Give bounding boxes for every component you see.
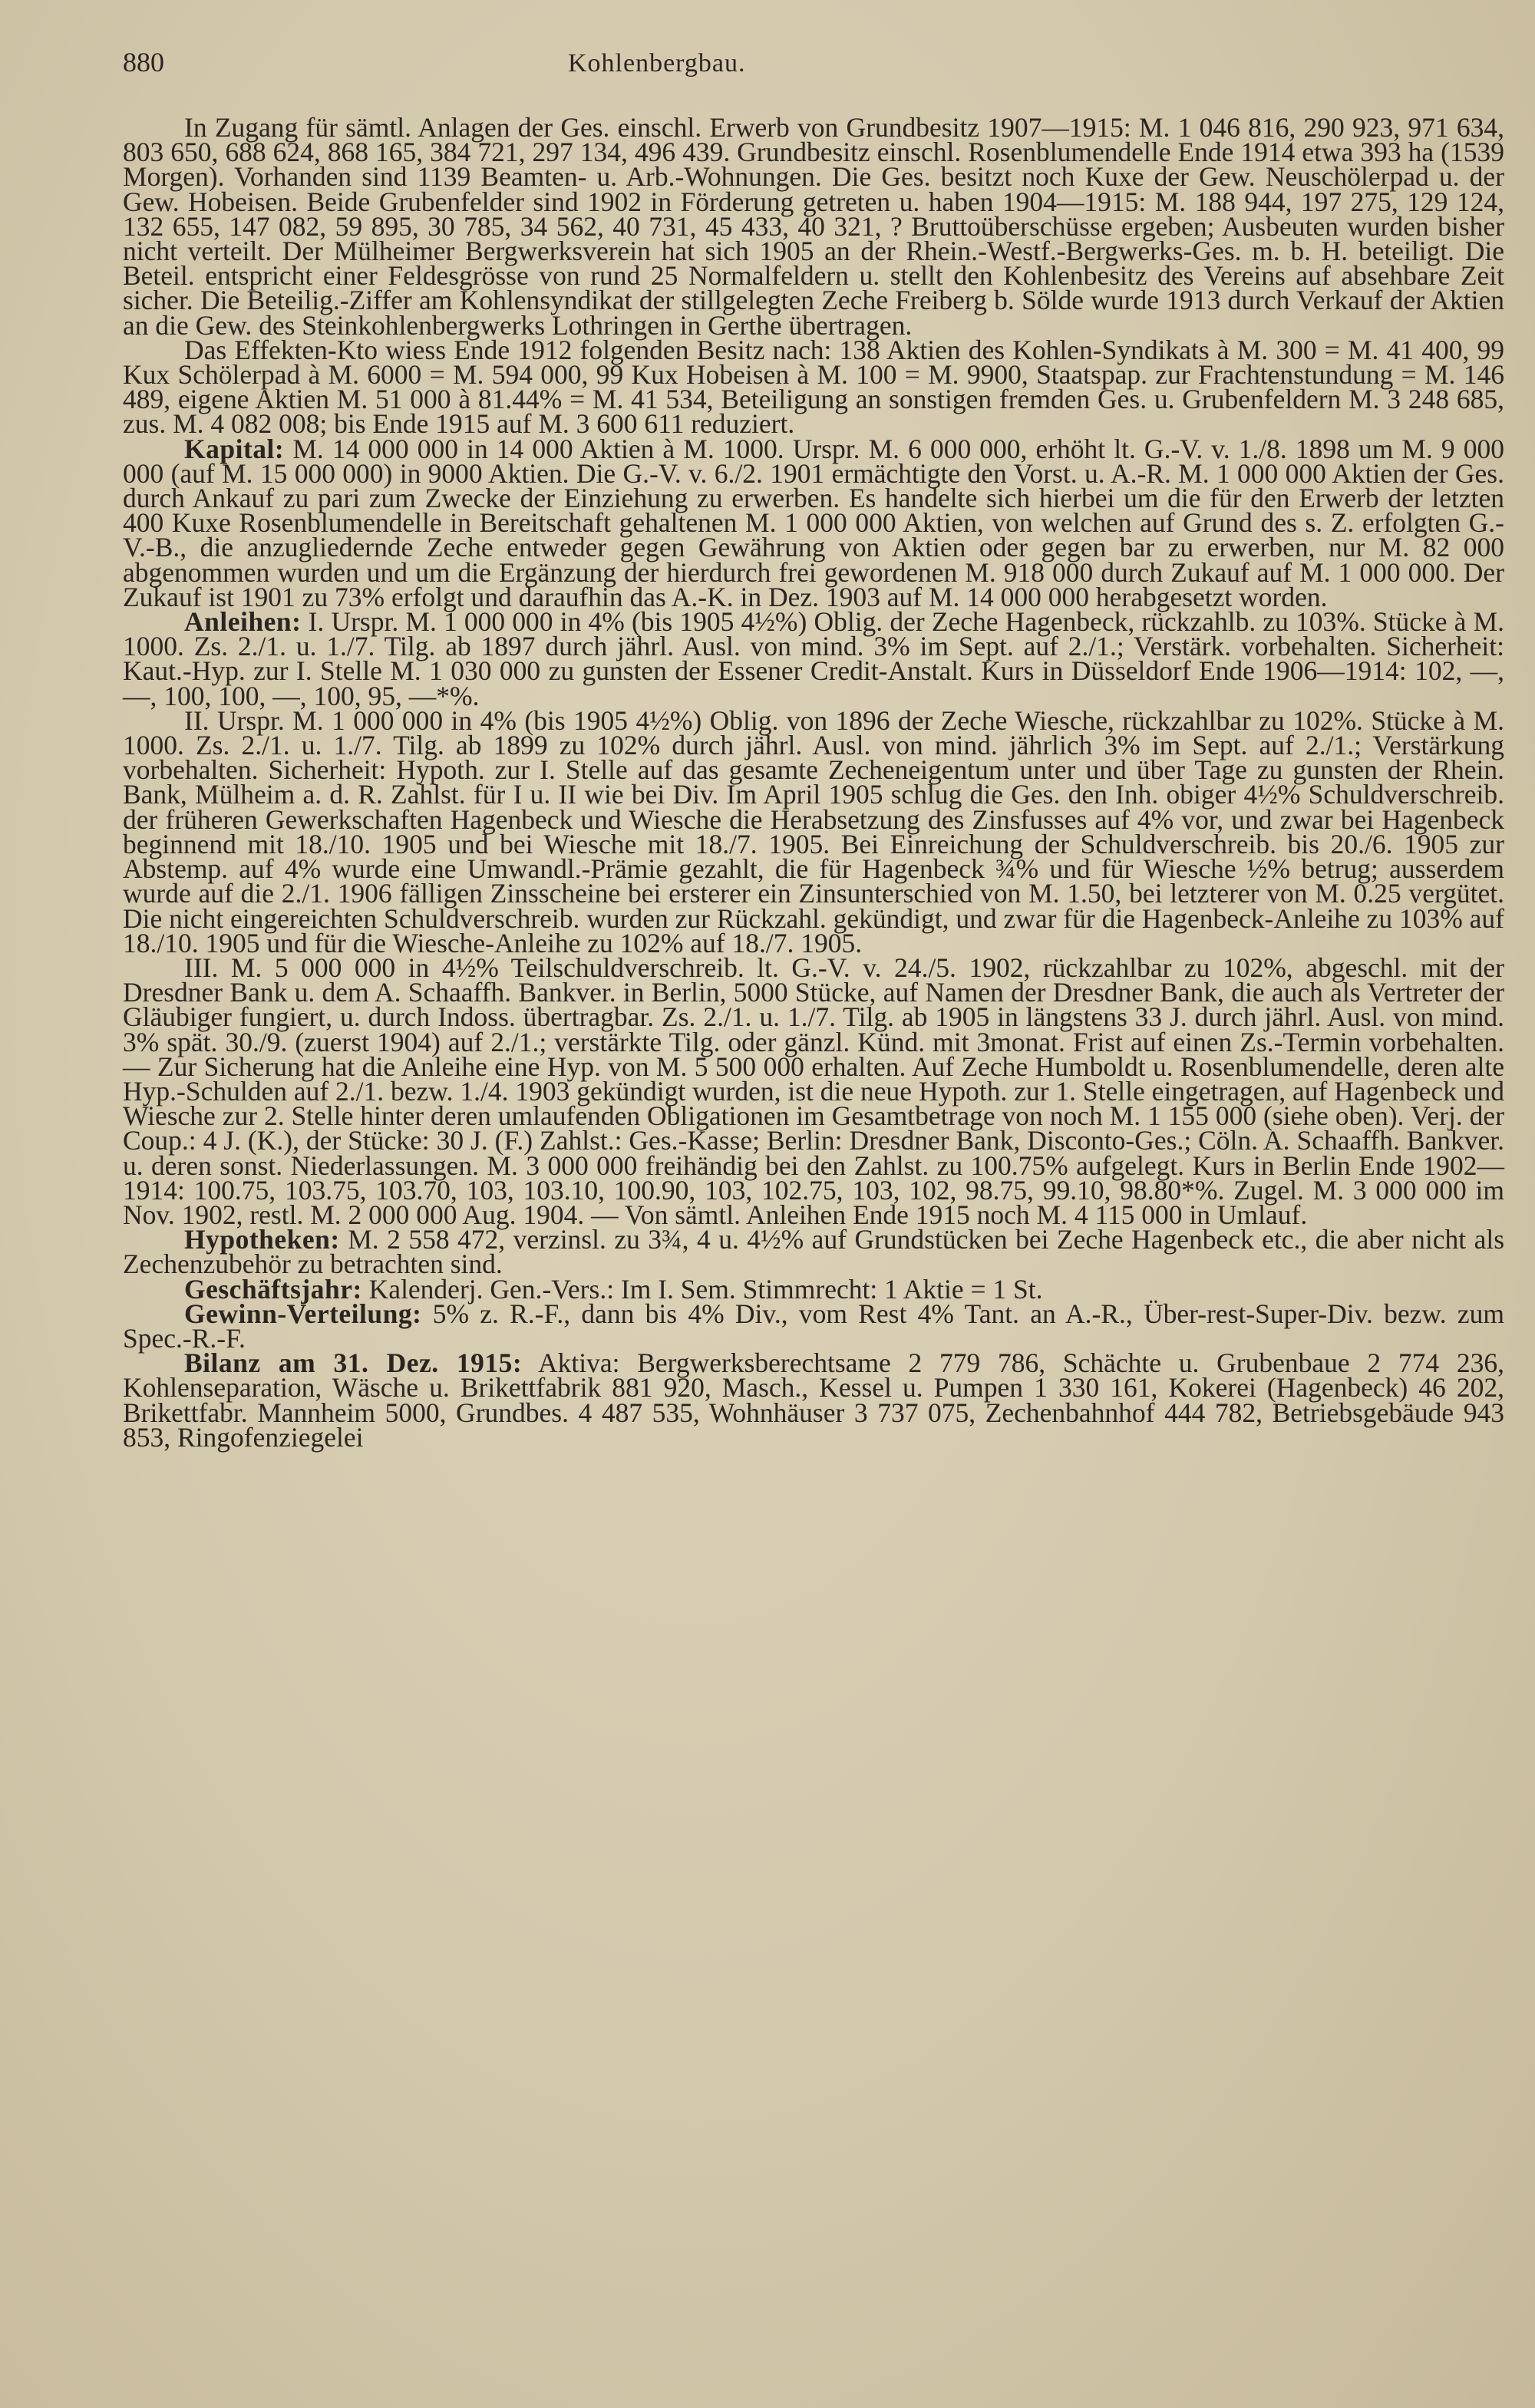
paragraph-text: Aktiva: Bergwerksberechtsame 2 779 786, Schächte u. Grubenbaue 2 774 236, Kohlenseparation, Wäsche u. Brikettfabrik 881 920, Masch., Kessel u. Pumpen 1 330 161, Kokerei (Hagenbeck) 46 202, Brikettfabr. Mannheim 5000, Grundbes. 4 487 535, Wohnhäuser 3 737 075, Zechenbahnhof 444 782, Betriebsgebäude 943 853, Ringofenziegelei <box>123 1347 1505 1453</box>
paragraph-loans-i <box>123 606 1505 711</box>
paragraph-text: Das Effekten-Kto wiess Ende 1912 folgenden Besitz nach: 138 Aktien des Kohlen-Syndikats à M. 300 = M. 41 400, 99 Kux Schölerpad à M. 6000 = M. 594 000, 99 Kux Hobeisen à M. 100 = M. 9900, Staatspap. zur Frachtenstundung = M. 146 489, eigene Aktien M. 51 000 à 81.44% = M. 41 534, Beteiligung an sonstigen fremden Ges. u. Grubenfeldern M. 3 248 685, zus. M. 4 082 008; bis Ende 1915 auf M. 3 600 611 reduziert. <box>123 334 1504 440</box>
paragraph-loans-iii <box>123 952 1504 1230</box>
paragraph-loans-ii <box>123 704 1504 958</box>
body-text <box>123 112 1505 1453</box>
paragraph-text: II. Urspr. M. 1 000 000 in 4% (bis 1905 4½%) Oblig. von 1896 der Zeche Wiesche, rückzahlbar zu 102%. Stücke à M. 1000. Zs. 2./1. u. 1./7. Tilg. ab 1899 zu 102% durch jährl. Ausl. von mind. jährlich 3% im Sept. auf 2./1.; Verstärkung vorbehalten. Sicherheit: Hypoth. zur I. Stelle auf das gesamte Zecheneigentum unter und über Tage zu gunsten der Rhein. Bank, Mülheim a. d. R. Zahlst. für I u. II wie bei Div. Im April 1905 schlug die Ges. den Inh. obiger 4½% Schuldverschreib. der früheren Gewerkschaften Hagenbeck und Wiesche die Herabsetzung des Zinsfusses auf 4% vor, und zwar bei Hagenbeck beginnend mit 18./10. 1905 und bei Wiesche mit 18./7. 1905. Bei Einreichung der Schuldverschreib. bis 20./6. 1905 zur Abstemp. auf 4% wurde eine Umwandl.-Prämie gezahlt, die für Hagenbeck ¾% und für Wiesche ½% betrug; ausserdem wurde auf die 2./1. 1906 fälligen Zinsscheine bei ersterer ein Zinsunterschied von M. 1.50, bei letzterer von M. 0.25 vergütet. Die nicht eingereichten Schuldverschreib. wurden zur Rückzahl. gekündigt, und zwar für die Hagenbeck-Anleihe zu 103% auf 18./10. 1905 und für die Wiesche-Anleihe zu 102% auf 18./7. 1905. <box>123 704 1504 958</box>
paragraph-text: M. 2 558 472, verzinsl. zu 3¾, 4 u. 4½% auf Grundstücken bei Zeche Hagenbeck etc., die aber nicht als Zechenzubehör zu betrachten sind. <box>123 1224 1505 1280</box>
paragraph-profit-distribution <box>123 1298 1505 1354</box>
section-lead: Gewinn-Verteilung: <box>184 1298 422 1329</box>
paragraph-text: III. M. 5 000 000 in 4½% Teilschuldverschreib. lt. G.-V. v. 24./5. 1902, rückzahlbar zu 102%, abgeschl. mit der Dresdner Bank u. dem A. Schaaffh. Bankver. in Berlin, 5000 Stücke, auf Namen der Dresdner Bank, die auch als Vertreter der Gläubiger fungiert, u. durch Indoss. übertragbar. Zs. 2./1. u. 1./7. Tilg. ab 1905 in längstens 33 J. durch jährl. Ausl. von mind. 3% spät. 30./9. (zuerst 1904) auf 2./1.; verstärkte Tilg. oder gänzl. Künd. mit 3monat. Frist auf einen Zs.-Termin vorbehalten. — Zur Sicherung hat die Anleihe eine Hyp. von M. 5 500 000 erhalten. Auf Zeche Humboldt u. Rosenblumendelle, deren alte Hyp.-Schulden auf 2./1. bezw. 1./4. 1903 gekündigt wurden, ist die neue Hypoth. zur 1. Stelle eingetragen, auf Hagenbeck und Wiesche zur 2. Stelle hinter deren umlaufenden Obligationen im Gesamtbetrage von noch M. 1 155 000 (siehe oben). Verj. der Coup.: 4 J. (K.), der Stücke: 30 J. (F.) Zahlst.: Ges.-Kasse; Berlin: Dresdner Bank, Disconto-Ges.; Cöln. A. Schaaffh. Bankver. u. deren sonst. Niederlassungen. M. 3 000 000 freihändig bei den Zahlst. zu 100.75% aufgelegt. Kurs in Berlin Ende 1902—1914: 100.75, 103.75, 103.70, 103, 103.10, 100.90, 103, 102.75, 103, 102, 98.75, 99.10, 98.80*%. Zugel. M. 3 000 000 im Nov. 1902, restl. M. 2 000 000 Aug. 1904. — Von sämtl. Anleihen Ende 1915 noch M. 4 115 000 in Umlauf. <box>123 952 1504 1230</box>
paragraph-securities-account <box>123 334 1504 440</box>
paragraph-mortgages <box>123 1224 1505 1280</box>
paragraph-text: Kalenderj. Gen.-Vers.: Im I. Sem. Stimmrecht: 1 Aktie = 1 St. <box>368 1273 1043 1305</box>
paragraph-additions <box>123 112 1504 341</box>
running-title: Kohlenbergbau. <box>568 49 746 78</box>
section-lead: Hypotheken: <box>184 1224 340 1255</box>
page-header <box>123 46 1504 115</box>
section-lead: Anleihen: <box>184 606 302 638</box>
section-lead: Bilanz am 31. Dez. 1915: <box>184 1347 523 1379</box>
section-lead: Geschäftsjahr: <box>184 1273 362 1305</box>
paragraph-text: I. Urspr. M. 1 000 000 in 4% (bis 1905 4½%) Oblig. der Zeche Hagenbeck, rückzahlb. zu 103%. Stücke à M. 1000. Zs. 2./1. u. 1./7. Tilg. ab 1897 durch jährl. Ausl. von mind. 3% im Sept. auf 2./1.; Verstärk. vorbehalten. Sicherheit: Kaut.-Hyp. zur I. Stelle M. 1 030 000 zu gunsten der Essener Credit-Anstalt. Kurs in Düsseldorf Ende 1906—1914: 102, —, —, 100, 100, —, 100, 95, —*%. <box>123 606 1505 711</box>
paragraph-text: In Zugang für sämtl. Anlagen der Ges. einschl. Erwerb von Grundbesitz 1907—1915: M. 1 046 816, 290 923, 971 634, 803 650, 688 624, 868 165, 384 721, 297 134, 496 439. Grundbesitz einschl. Rosenblumendelle Ende 1914 etwa 393 ha (1539 Morgen). Vorhanden sind 1139 Beamten- u. Arb.-Wohnungen. Die Ges. besitzt noch Kuxe der Gew. Neuschölerpad u. der Gew. Hobeisen. Beide Grubenfelder sind 1902 in Förderung getreten u. haben 1904—1915: M. 188 944, 197 275, 129 124, 132 655, 147 082, 59 895, 30 785, 34 562, 40 731, 45 433, 40 321, ? Bruttoüberschüsse ergeben; Ausbeuten wurden bisher nicht verteilt. Der Mülheimer Bergwerksverein hat sich 1905 an der Rhein.-Westf.-Bergwerks-Ges. m. b. H. beteiligt. Die Beteil. entspricht einer Feldesgrösse von rund 25 Normalfeldern u. stellt den Kohlenbesitz des Vereins auf absehbare Zeit sicher. Die Beteilig.-Ziffer am Kohlensyndikat der stillgelegten Zeche Freiberg b. Sölde wurde 1913 durch Verkauf der Aktien an die Gew. des Steinkohlenbergwerks Lothringen in Gerthe übertragen. <box>123 112 1504 341</box>
paragraph-capital <box>123 433 1505 612</box>
section-lead: Kapital: <box>184 433 285 464</box>
paragraph-text: 5% z. R.-F., dann bis 4% Div., vom Rest 4% Tant. an A.-R., Über-rest-Super-Div. bezw. zum Spec.-R.-F. <box>123 1298 1505 1354</box>
paragraph-balance-sheet <box>123 1347 1505 1453</box>
page-number: 880 <box>123 47 164 78</box>
paragraph-text: M. 14 000 000 in 14 000 Aktien à M. 1000. Urspr. M. 6 000 000, erhöht lt. G.-V. v. 1./8. 1898 um M. 9 000 000 (auf M. 15 000 000) in 9000 Aktien. Die G.-V. v. 6./2. 1901 ermächtigte den Vorst. u. A.-R. M. 1 000 000 Aktien der Ges. durch Ankauf zu pari zum Zwecke der Einziehung zu erwerben. Es handelte sich hierbei um die für den Erwerb der letzten 400 Kuxe Rosenblumendelle in Bereitschaft gehaltenen M. 1 000 000 Aktien, von welchen auf Grund des s. Z. erfolgten G.-V.-B., die anzugliedernde Zeche entweder gegen Gewährung von Aktien oder gegen bar zu erwerben, nur M. 82 000 abgenommen wurden und um die Ergänzung der hierdurch frei gewordenen M. 918 000 durch Zukauf auf M. 1 000 000. Der Zukauf ist 1901 zu 73% erfolgt und daraufhin das A.-K. in Dez. 1903 auf M. 14 000 000 herabgesetzt worden. <box>123 433 1505 612</box>
